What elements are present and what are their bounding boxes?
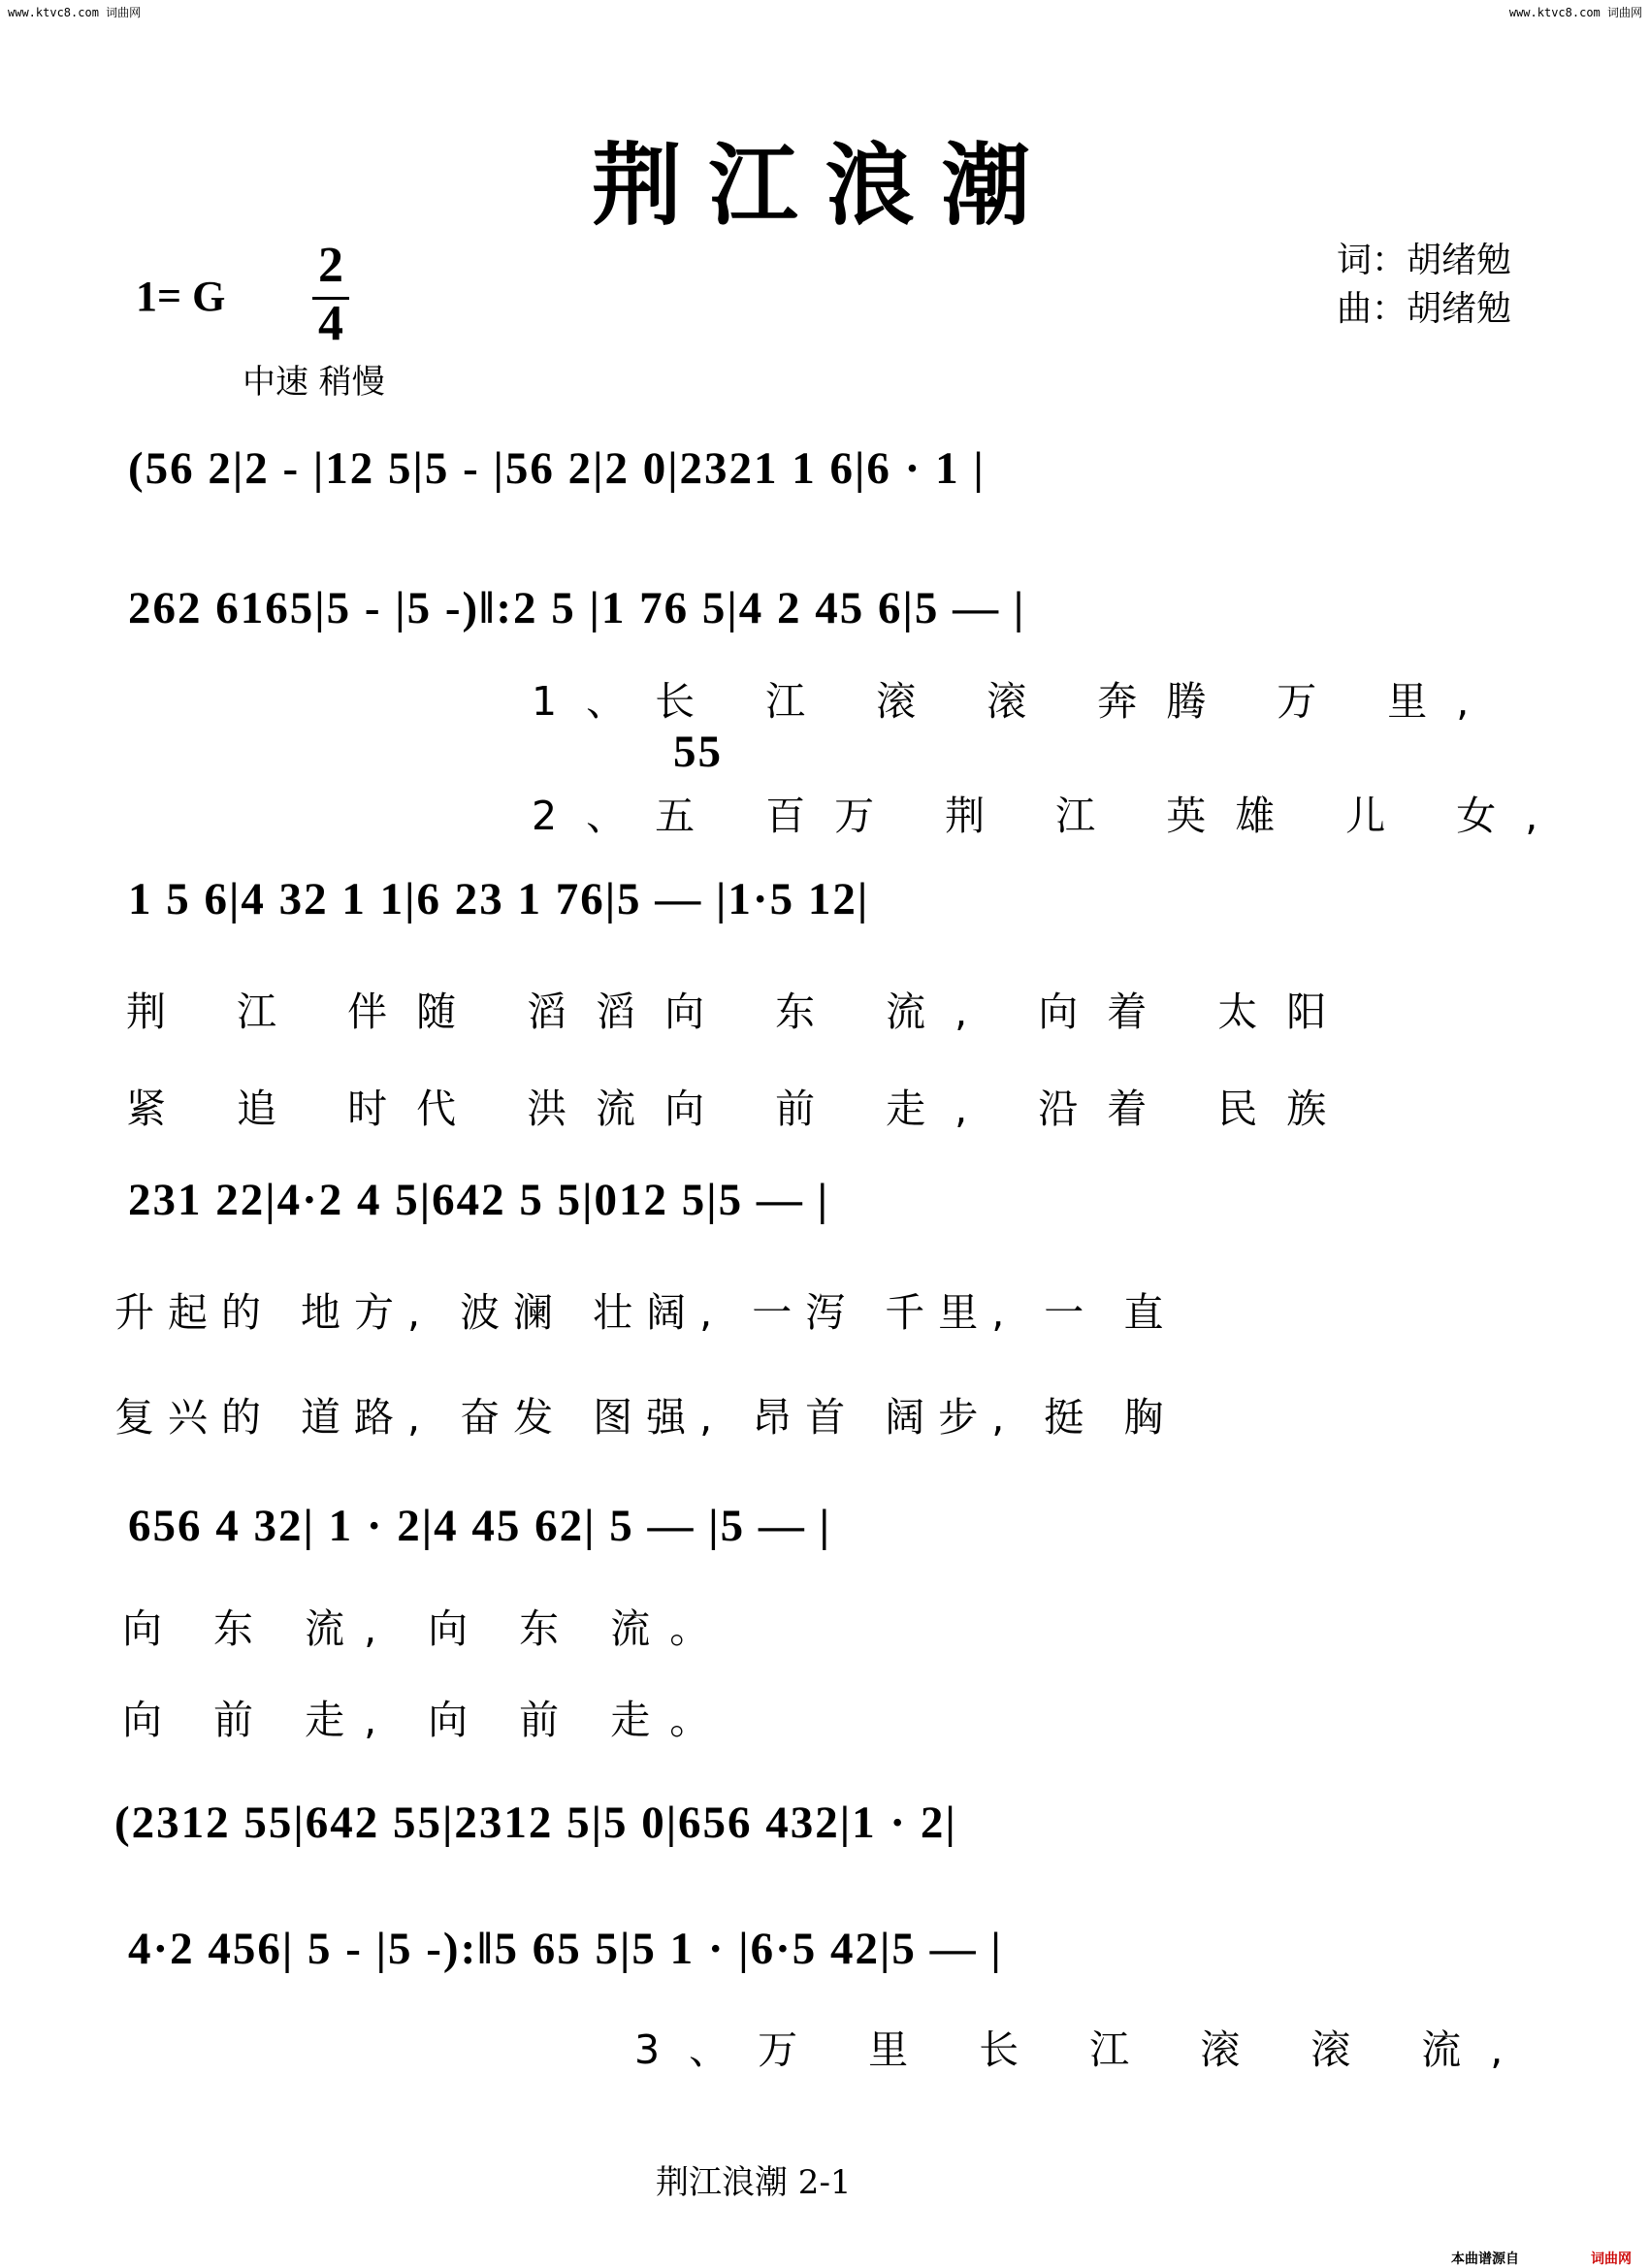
notation-line-5: 656 4 32| 1 · 2|4 45 62| 5 — |5 — | bbox=[128, 1501, 831, 1551]
notation-line-3: 1 5 6|4 32 1 1|6 23 1 76|5 — |1·5 12| bbox=[128, 874, 870, 924]
notation-line-4: 231 22|4·2 4 5|642 5 5|012 5|5 — | bbox=[128, 1175, 829, 1225]
lyric-line-4-verse-1: 升起的 地方, 波澜 壮阔, 一泻 千里, 一 直 bbox=[114, 1289, 1178, 1336]
notation-line-6: (2312 55|642 55|2312 5|5 0|656 432|1 · 2| bbox=[114, 1798, 957, 1848]
lyricist-credit: 词：胡绪勉 bbox=[1337, 241, 1512, 280]
tempo-marking: 中速 稍慢 bbox=[243, 363, 385, 402]
time-signature-top: 2 bbox=[318, 238, 343, 293]
lyric-line-5-verse-1: 向 东 流, 向 东 流。 bbox=[122, 1605, 729, 1652]
source-label: 本曲谱源自 bbox=[1451, 2252, 1519, 2267]
lyric-line-5-verse-2: 向 前 走, 向 前 走。 bbox=[122, 1697, 729, 1743]
source-brand: 词曲网 bbox=[1591, 2252, 1632, 2267]
notation-line-7: 4·2 456| 5 - |5 -):‖5 65 5|5 1 · |6·5 42|5 — | bbox=[128, 1924, 1003, 1974]
page-footer: 荆江浪潮 2-1 bbox=[656, 2163, 852, 2202]
variant-notes: 55 bbox=[673, 727, 723, 777]
lyric-line-3-verse-1: 荆 江 伴随 滔滔向 东 流, 向着 太阳 bbox=[126, 988, 1356, 1035]
notation-line-1: (56 2|2 - |12 5|5 - |56 2|2 0|2321 1 6|6 · 1 | bbox=[128, 443, 986, 494]
notation-line-2: 262 6165|5 - |5 -)‖:2 5 |1 76 5|4 2 45 6|5 — | bbox=[128, 583, 1026, 633]
lyric-line-4-verse-2: 复兴的 道路, 奋发 图强, 昂首 阔步, 挺 胸 bbox=[114, 1394, 1178, 1441]
lyric-line-2-verse-1: 1、长 江 滚 滚 奔腾 万 里, bbox=[532, 678, 1499, 725]
song-title: 荆江浪潮 bbox=[592, 133, 1058, 238]
header-right: www.ktvc8.com 词曲网 bbox=[1508, 6, 1642, 19]
lyric-line-7-verse-3: 3、万 里 长 江 滚 滚 流, bbox=[634, 2026, 1533, 2073]
header-left: www.ktvc8.com 词曲网 bbox=[8, 6, 142, 19]
key-signature: 1= G bbox=[136, 273, 226, 320]
time-signature-bottom: 4 bbox=[318, 296, 343, 351]
lyric-line-2-verse-2: 2、五 百万 荆 江 英雄 儿 女, bbox=[532, 793, 1568, 839]
composer-credit: 曲：胡绪勉 bbox=[1337, 289, 1512, 329]
lyric-line-3-verse-2: 紧 追 时代 洪流向 前 走, 沿着 民族 bbox=[126, 1085, 1356, 1132]
